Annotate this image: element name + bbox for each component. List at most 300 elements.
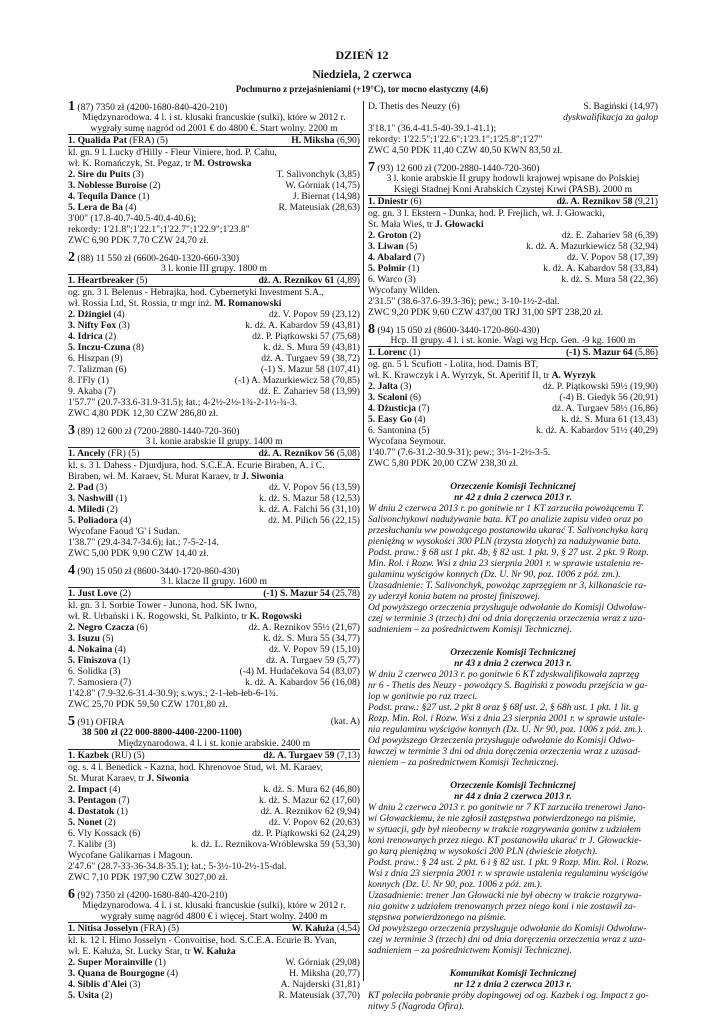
jockey-name: dż. A. Reznikov 55½ [248, 622, 330, 633]
horse-post: (5) [403, 241, 418, 252]
finisher-row [368, 263, 658, 274]
page-date: Niedziela, 2 czerwca [312, 69, 412, 81]
notice-title: Orzeczenie Komisji Technicznej [450, 780, 576, 791]
odds: (13,59) [329, 482, 360, 493]
horse [68, 493, 127, 504]
horse-post: (7) [117, 677, 132, 688]
race-result: Wycofane Faoud 'G' i Sudan. [68, 526, 180, 537]
horse-post: (9) [109, 353, 123, 364]
finisher-row [68, 191, 360, 202]
finisher-row [68, 275, 360, 287]
horse-name: 5. Polmir [368, 263, 406, 274]
jockey [278, 202, 360, 213]
jockey-name: (-1) A. Mazurkiewicz 58 [234, 375, 330, 386]
horse [68, 990, 113, 1001]
jockey [245, 677, 360, 688]
finisher-row [368, 196, 658, 208]
race-header [68, 101, 360, 112]
notice-text: koni trenowanych przez niego. KT postanowiła ukarać tr J. Głowackie- [368, 835, 642, 846]
horse-name: 6. Vly Kossack [68, 828, 127, 839]
jockey-name: (-4) M. Hudačekova 54 [239, 666, 330, 677]
notice-text: W dniu 2 czerwca 2013 r. po gonitwie nr 1 KT zarzuciła powożącemu T. [368, 503, 645, 514]
finisher-row [68, 504, 360, 515]
finisher-row [68, 968, 360, 979]
horse [68, 202, 137, 213]
jockey [258, 275, 360, 286]
jockey-name: (-1) S. Mazur 64 [565, 347, 633, 358]
notice-title: nr 42 z dnia 2 czerwca 2013 r. [454, 492, 572, 503]
jockey [543, 263, 658, 274]
race-description: 3 l. konie arabskie II grupy. 1400 m [68, 436, 360, 448]
race-number: 1 [68, 101, 75, 112]
notice-text: wi Głowackiemu, że nie zgłosił zastępstwa potwierdzonego na piśmie, [368, 813, 636, 824]
notice-text: Od powyższego Orzeczenia przysługuje odwołanie do Komisji Odwo- [368, 735, 635, 746]
notice-text: Wsi z dnia 23 sierpnia 2001 r. w sprawie ustalenia regulaminu wyścigów [368, 868, 649, 879]
odds: (13,43) [627, 414, 658, 425]
finisher-row [68, 990, 360, 1001]
horse-name: 5. Nonet [68, 817, 103, 828]
trainer-name: M. Ostrowska [193, 158, 252, 169]
horse-post: (5) [415, 425, 430, 436]
race-category: (kat. A) [330, 716, 360, 727]
jockey [543, 381, 658, 392]
race-description: Księgi Stadnej Koni Arabskich Czystej Krwi (PASB). 2000 m [368, 184, 658, 196]
horse-name: 4. Dżusticja [368, 403, 416, 414]
horse [68, 839, 116, 850]
odds: (33,84) [627, 263, 658, 274]
notice-title: Orzeczenie Komisji Technicznej [450, 481, 576, 492]
race-prize: (87) 7350 zł (4200-1680-840-420-210) [75, 102, 228, 112]
horse-details: og. gn. 5 l. Scufiott - Lolita, hod. Damis BT, [368, 359, 539, 370]
jockey [556, 196, 658, 207]
odds: (4,54) [334, 923, 360, 934]
disqualification-note: dyskwalifikacja za galop [563, 112, 658, 123]
horse-post: (4) [106, 784, 121, 795]
horse [368, 230, 421, 241]
race-number: 4 [68, 565, 75, 576]
horse-post: (1) [406, 347, 421, 358]
finisher-row [68, 375, 360, 386]
finisher-row [68, 795, 360, 806]
horse-post: (3) [402, 274, 416, 285]
notice-text: sadnieniem – za pośrednictwem Komisji Technicznej. [368, 945, 572, 956]
race-result: 2'47.6" (28.7-33-36-34.8-35.1); łat.; 5-3½-10-2½-15-dal. [68, 861, 287, 872]
finisher-row [68, 169, 360, 180]
horse-post: (3) [116, 320, 130, 331]
race-result: ZWC 4,50 PDK 11,40 CZW 40,50 KWN 83,50 zł. [368, 145, 563, 156]
horse-name: 1. Nitisa Josselyn [68, 923, 139, 934]
horse [68, 644, 126, 655]
jockey [252, 331, 360, 342]
odds: (20,77) [329, 968, 360, 979]
odds: (40,29) [627, 425, 658, 436]
finisher-row [368, 101, 658, 112]
jockey-name: k. dż. S. Mura 59 [263, 342, 330, 353]
finisher-row [68, 633, 360, 644]
odds: (28,63) [329, 202, 360, 213]
race-number: 7 [368, 162, 375, 173]
right-column [368, 101, 658, 1012]
notice-title: nr 12 z dnia 2 czerwca 2013 r. [454, 979, 572, 990]
horse-post: (4) [411, 414, 426, 425]
odds: (25,78) [329, 588, 360, 599]
jockey-name: dż. P. Piątkowski 57 [252, 331, 330, 342]
race-description: 3 l. konie arabskie II grupy hodowli krajowej wpisane do Polskiej [386, 173, 640, 184]
odds: (83,07) [329, 666, 360, 677]
horse-details: kl. gn. 3 l. Sorbie Tower - Junona, hod. SK Iwno, [68, 600, 257, 611]
horse [68, 622, 148, 633]
notice-text: Min. Rol. i Rozw. Wsi z dnia 23 sierpnia 2001 r. w sprawie ustalenia re- [368, 558, 644, 569]
notice-text: Uzasadnienie: T. Salivonchyk, powożąc zaprzęgiem nr 3, kilkanaście ra- [368, 580, 647, 591]
trainer-name: M. Romanowski [214, 298, 282, 309]
horse-post: (1) [405, 263, 420, 274]
race-number: 5 [68, 714, 75, 729]
finisher-row [68, 493, 360, 504]
jockey-name: R. Mateusiak [278, 990, 330, 1001]
commission-notice [368, 968, 658, 1012]
jockey-name: dż. A. Reznikov 56 [258, 448, 335, 459]
horse [68, 504, 118, 515]
horse [68, 275, 148, 286]
race-result: ZWC 25,70 PDK 59,50 CZW 1701,80 zł. [68, 699, 228, 710]
finisher-row [68, 180, 360, 191]
race-header [68, 716, 360, 727]
horse [368, 414, 426, 425]
finisher-row [68, 331, 360, 342]
horse-post: (7) [115, 795, 130, 806]
horse [68, 655, 130, 666]
jockey-name: k. dż. A. Kabardov 51½ [535, 425, 628, 436]
odds: (23,12) [329, 309, 360, 320]
jockey [269, 309, 360, 320]
odds: (5,86) [632, 347, 658, 358]
notice-title: nr 44 z dnia 2 czerwca 2013 r. [454, 791, 572, 802]
notice-text: sadnieniem – za pośrednictwem Komisji Technicznej. [368, 624, 572, 635]
horse [368, 274, 416, 285]
race-prize: (90) 15 050 zł (8600-3440-1720-860-430) [75, 566, 240, 576]
horse [68, 666, 121, 677]
notice-text: Uzasadnienie: trener Jan Głowacki nie był obecny w trakcie rozgrywa- [368, 890, 642, 901]
odds: (20,91) [627, 392, 658, 403]
horse-name: 2. Super Morainville [68, 957, 153, 968]
horse [68, 331, 116, 342]
race-header [68, 252, 360, 263]
odds: (7,13) [334, 750, 360, 761]
odds: (17,60) [329, 795, 360, 806]
horse-post: (4) [112, 644, 126, 655]
odds: (70,85) [329, 375, 360, 386]
notice-text: konnych (Dz. U. Nr 90, poz. 1006 z póź. zm.). [368, 879, 543, 890]
horse-name: 5. Easy Go [368, 414, 412, 425]
horse-details: St. Mała Wieś, tr J. Głowacki [368, 219, 484, 230]
horse-name: 1. Just Love [68, 588, 118, 599]
finisher-row [368, 403, 658, 414]
race-description: Hcp. II grupy. 4 l. i st. konie. Wagi wg Hcp. Gen. -9 kg. 1600 m [368, 335, 658, 347]
notice-text: nieniem – za pośrednictwem Komisji Technicznej. [368, 757, 559, 768]
odds: (53,30) [329, 839, 360, 850]
race-header [368, 324, 658, 335]
jockey-name: S. Bagiński [583, 101, 628, 112]
commission-notice [368, 647, 658, 768]
finisher-row [68, 957, 360, 968]
horse-post: (1) [114, 806, 128, 817]
jockey [252, 828, 360, 839]
finisher-row [68, 515, 360, 526]
notice-text: nitwy 5 (Nagroda Ofira). [368, 1001, 465, 1012]
horse [368, 241, 417, 252]
jockey [566, 347, 658, 358]
horse [68, 309, 125, 320]
jockey [259, 493, 360, 504]
race-block [368, 162, 658, 318]
jockey-name: dż. E. Zahariev 58 [259, 386, 330, 397]
horse [68, 968, 178, 979]
horse-post: (3) [130, 169, 144, 180]
jockey-name: (-4) B. Giedyk 56 [559, 392, 628, 403]
horse-name: 6. Solidka [68, 666, 107, 677]
horse [68, 795, 130, 806]
horse-name: 2. Groton [368, 230, 408, 241]
race-result: ZWC 9,20 PDK 9,60 CZW 437,00 TRJ 31,00 SPT 238,20 zł. [368, 307, 604, 318]
jockey-name: J. Biernat [292, 191, 330, 202]
race-result: ZWC 7,10 PDK 197,90 CZW 3027,00 zł. [68, 872, 228, 883]
jockey [259, 504, 360, 515]
horse-name: 2. Jalta [368, 381, 398, 392]
horse-details: kl. gn. 9 l. Lucky d'Hilly - Fleur Viniere, hod. P. Cahu, [68, 147, 277, 158]
horse-post: (5) [133, 275, 148, 286]
race-block [68, 565, 360, 710]
odds: (12,53) [329, 493, 360, 504]
horse-post: (2) [102, 817, 116, 828]
horse-post: (3) [397, 381, 412, 392]
horse-details: og. s. 4 l. Benedick - Kazna, hod. Khrenovoe Stud, wł. M. Karaev, [68, 762, 323, 773]
horse [68, 342, 144, 353]
horse-name: 1. Kazbek [68, 750, 110, 761]
horse-post: (3) [93, 482, 108, 493]
horse-name: 3. Quana de Bourgogne [68, 968, 165, 979]
horse-name: 9. Akaba [68, 386, 103, 397]
odds: (32,94) [627, 241, 658, 252]
trainer-name: W. Kałuża [192, 946, 236, 957]
horse-name: 4. Miledi [68, 504, 105, 515]
jockey [263, 588, 360, 599]
race-continuation [368, 101, 658, 156]
horse-name: 7. Talizman [68, 364, 113, 375]
horse [68, 375, 109, 386]
horse-name: 3. Liwan [368, 241, 404, 252]
finisher-row [68, 386, 360, 397]
finisher-row [368, 425, 658, 436]
race-result: 3'00" (17.8-40.7-40.5-40.4-40.6); [68, 213, 197, 224]
finisher-row [68, 979, 360, 990]
horse [68, 320, 130, 331]
jockey-name: W. Górniak [285, 180, 330, 191]
race-prize: (89) 12 600 zł (7200-2880-1440-720-360) [75, 426, 240, 436]
finisher-row [68, 817, 360, 828]
horse [368, 252, 425, 263]
finisher-row [68, 806, 360, 817]
horse-post: (2) [117, 588, 131, 599]
horse-name: 2. Dżingiel [68, 309, 112, 320]
jockey [259, 386, 360, 397]
finisher-row [68, 923, 360, 935]
notice-text: KT poleciła pobranie próby dopingowej od og. Kazbek i og. Impact z go- [368, 990, 649, 1001]
finisher-row [368, 347, 658, 359]
horse-post: (6) [134, 622, 148, 633]
horse-details: wł. K. Krawczyk i A. Wyrzyk, St. Aperitif II, tr A. Wyrzyk [368, 370, 596, 381]
horse-post: (3) [106, 666, 121, 677]
race-description: Międzynarodowa. 4 l. i st. konie arabskie. 2400 m [68, 738, 360, 750]
finisher-row [68, 828, 360, 839]
notice-text: czej w terminie 3 (trzech) dni od dnia doręczenia orzeczenia wraz z uza- [368, 613, 646, 624]
odds: (15,10) [329, 644, 360, 655]
race-description: Międzynarodowa. 4 l. i st. klusaki francuskie (sulki), które w 2012 r. [82, 900, 346, 911]
horse [68, 957, 166, 968]
horse-name: 1. Ancely [68, 448, 106, 459]
horse [68, 448, 139, 459]
horse-post: (4) [111, 309, 125, 320]
notice-text: pieniężną w wysokości 300 PLN (trzysta złotych) za nadużywanie bata. [368, 536, 641, 547]
horse-post: (1) [113, 493, 127, 504]
horse-post: (6) [126, 828, 141, 839]
race-block [68, 425, 360, 559]
odds: (34,77) [329, 633, 360, 644]
notice-text: Salivonchykowi nadużywanie bata. KT po analizie zapisu video oraz po [368, 514, 643, 525]
jockey-name: k. dż. S. Mura 62 [263, 784, 330, 795]
odds: (17,39) [627, 252, 658, 263]
horse-post: (2) [104, 504, 118, 515]
horse-post: (6) [112, 364, 127, 375]
race-header [68, 889, 360, 900]
finisher-row [368, 241, 658, 252]
jockey-name: (-1) S. Mazur 58 [260, 364, 325, 375]
jockey-name: H. Miksha [289, 968, 330, 979]
jockey [526, 241, 658, 252]
jockey-name: k. dż. S. Mura 58 [561, 274, 628, 285]
jockey [263, 784, 360, 795]
finisher-row [68, 364, 360, 375]
race-result: 3'18.1" (36.4-41.5-40-39.1-41.1); [368, 123, 497, 134]
odds: (107,41) [324, 364, 360, 375]
horse-name: 5. Usita [68, 990, 99, 1001]
jockey [259, 795, 360, 806]
jockey [559, 392, 658, 403]
jockey [191, 839, 360, 850]
notice-text: w sytuacji, gdy był nieobecny w trakcie rozgrywania gonitw z udziałem [368, 824, 641, 835]
jockey-name: k. dż. A. Mazurkiewicz 58 [526, 241, 628, 252]
horse-name: 4. Idrica [68, 331, 103, 342]
notice-text: zy uderzył konia batem na prostej finiszowej. [368, 591, 541, 602]
jockey [269, 817, 360, 828]
horse-name: 5. Poliadora [68, 515, 118, 526]
horse-name: 7. Samosiera [68, 677, 118, 688]
finisher-row [68, 644, 360, 655]
horse-post: (1) [116, 655, 131, 666]
horse-name: 3. Nifty Fox [68, 320, 117, 331]
odds: (75,68) [329, 331, 360, 342]
race-result: 1'57.7" (20.7-33.6-31.9-31.5); łat.; 4-2½-2½-1¾-2-1½-¾-3. [68, 397, 298, 408]
jockey [567, 252, 658, 263]
horse [68, 750, 145, 761]
horse [68, 923, 179, 934]
horse-name: 2. Sire du Puits [68, 169, 131, 180]
jockey [293, 191, 360, 202]
finisher-row [368, 392, 658, 403]
horse-post: (3) [102, 839, 116, 850]
horse-post: (6) [407, 392, 422, 403]
horse [68, 180, 161, 191]
jockey-name: dż. A. Reznikov 61 [258, 275, 335, 286]
horse-post: (FRA) (5) [126, 135, 168, 146]
odds: (14,97) [627, 101, 658, 112]
odds: (9,21) [632, 196, 658, 207]
notice-title: Komunikat Komisji Technicznej [449, 968, 577, 979]
horse-post: (1) [152, 957, 166, 968]
race-block [68, 101, 360, 246]
jockey [261, 806, 360, 817]
horse-details: og. gn. 3 l. Belenus - Hebrajka, hod. Cybernetyki Investment S.A., [68, 287, 324, 298]
horse-post: (FRA) (5) [138, 923, 180, 934]
horse-name: 1. Dniestr [368, 196, 408, 207]
notice-text: przesłuchaniu ww powożącego postanowiła ukarać T. Salivonchyka karą [368, 525, 649, 536]
race-result: ZWC 4,80 PDK 12,30 CZW 286,80 zł. [68, 408, 219, 419]
odds: (43,81) [329, 342, 360, 353]
race-header [68, 425, 360, 436]
odds: (19,90) [627, 381, 658, 392]
finisher-row [68, 353, 360, 364]
jockey [263, 633, 360, 644]
jockey-name: dż. A. Turgaev 59 [261, 353, 330, 364]
horse-name: 3. Nashwill [68, 493, 114, 504]
horse-name: 3. Noblesse Buroise [68, 180, 147, 191]
race-result: ZWC 5,80 PDK 20,00 CZW 238,30 zł. [368, 458, 519, 469]
jockey-name: dż. E. Zahariev 58 [561, 230, 633, 241]
horse-post: (8) [130, 342, 144, 353]
odds: (5,77) [334, 655, 360, 666]
jockey-name: dż. A. Turgaev 59 [263, 750, 335, 761]
jockey [269, 482, 360, 493]
notice-text: gulaminu wyścigów konnych (Dz. U. Nr 90, poz. 1006 z póź. zm.). [368, 569, 621, 580]
horse-details: og. gn. 3 l. Ekstern - Dunka, hod. P. Frejlich, wł. J. Głowacki, [368, 208, 605, 219]
finisher-row [68, 320, 360, 331]
notice-text: stępstwa potwierdzonego na piśmie. [368, 912, 507, 923]
jockey-name: k. dż. A. Kabardov 58 [543, 263, 628, 274]
horse-details: wł. K. Romańczyk, St. Pegaz, tr M. Ostrowska [68, 158, 252, 169]
finisher-row [368, 252, 658, 263]
notice-text: nr 6 - Thetis des Neuzy - powożący S. Bagiński z powodu przejścia w ga- [368, 680, 648, 691]
horse-name: 6. Hiszpan [68, 353, 110, 364]
race-result: rekordy: 1'22.5";1'22.6";1'23.1";1'25.8";1'27" [368, 134, 543, 145]
trainer-name: A. Wyrzyk [551, 370, 596, 381]
jockey [278, 990, 360, 1001]
odds: (24,29) [329, 828, 360, 839]
horse [368, 347, 420, 358]
finisher-row [68, 677, 360, 688]
odds: (6,90) [334, 135, 360, 146]
horse-post: (2) [407, 230, 421, 241]
horse [368, 425, 430, 436]
race-result: 1'38.7" (29.4-34.7-34.6); łat.; 7-5-2-14. [68, 537, 219, 548]
odds: (31,10) [329, 504, 360, 515]
race-header [368, 162, 658, 173]
horse-name: 2. Pad [68, 482, 94, 493]
horse-post: (6) [446, 101, 460, 112]
finisher-row [68, 448, 360, 460]
jockey [249, 622, 360, 633]
jockey-name: dż. A. Reznikov 58 [556, 196, 633, 207]
notice-text: W dniu 2 czerwca 2013 r. po gonitwie nr 7 KT zarzuciła trenerowi Jano- [368, 802, 646, 813]
jockey-name: W. Kałuża [291, 923, 335, 934]
